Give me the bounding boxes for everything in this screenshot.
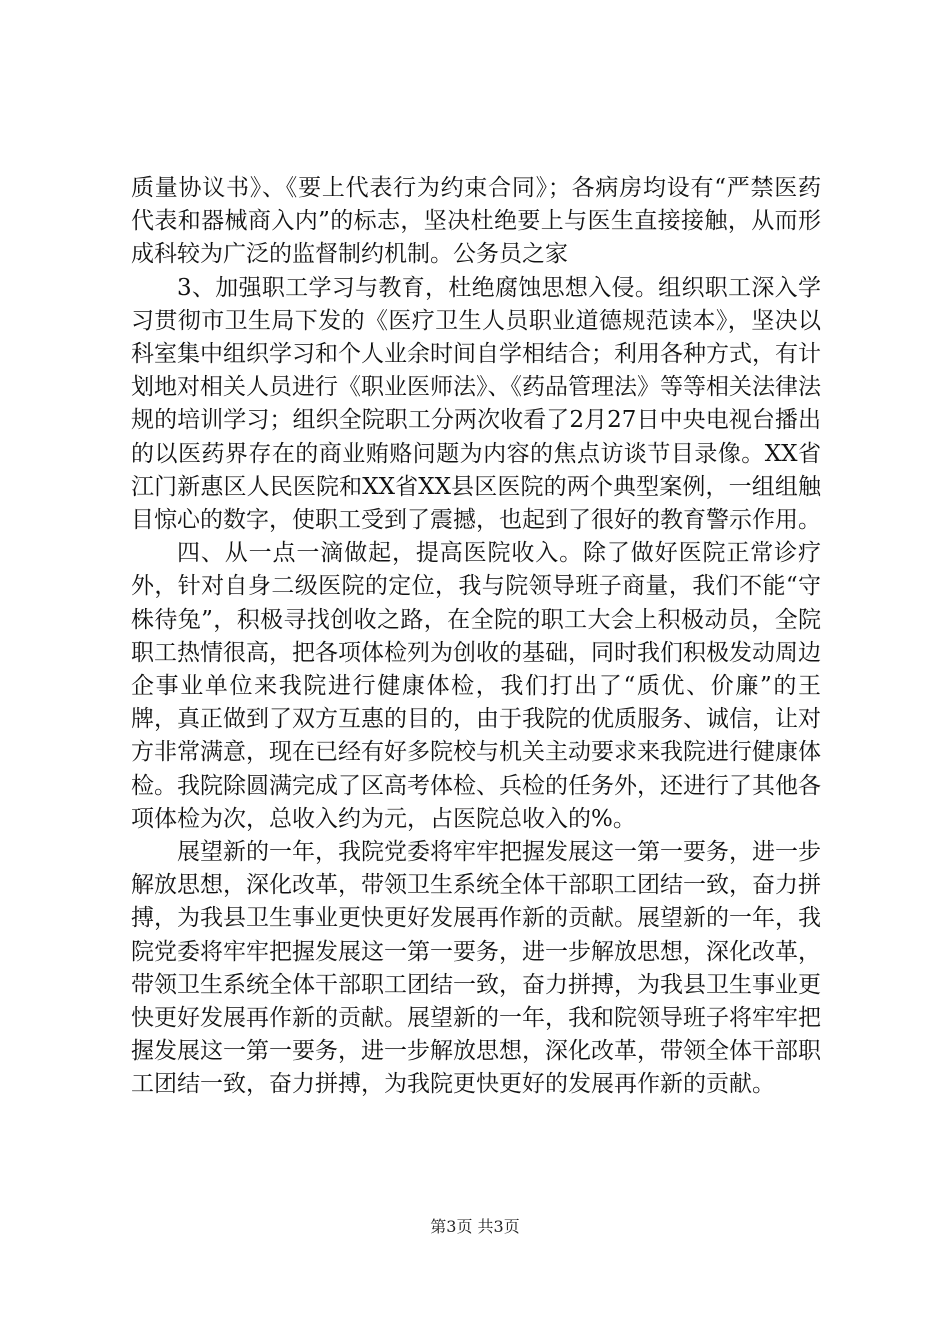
page-footer: 第3页 共3页 — [430, 1217, 520, 1236]
paragraph-hospital-income: 四、从一点一滴做起，提高医院收入。除了做好医院正常诊疗外，针对自身二级医院的定位，我与院领导班子商量，我们不能“守株待兔”，积极寻找创收之路，在全院的职工大会上积极动员，全院职工热情很高，把各项体检列为创收的基础，同时我们积极发动周边企事业单位来我院进行健康体检，我们打出了“质优、价廉”的王牌，真正做到了双方互惠的目的，由于我院的优质服务、诚信，让对方非常满意，现在已经有好多院校与机关主动要求来我院进行健康体检。我院除圆满完成了区高考体检、兵检的任务外，还进行了其他各项体检为次，总收入约为元，占医院总收入的%。 — [131, 540, 821, 832]
paragraph-staff-education: 3、加强职工学习与教育，杜绝腐蚀思想入侵。组织职工深入学习贯彻市卫生局下发的《医疗卫生人员职业道德规范读本》，坚决以科室集中组织学习和个人业余时间自学相结合；利用各种方式，有计划地对相关人员进行《职业医师法》、《药品管理法》等等相关法律法规的培训学习；组织全院职工分两次收看了2月27日中央电视台播出的以医药界存在的商业贿赂问题为内容的焦点访谈节目录像。XX省江门新惠区人民医院和XX省XX县区医院的两个典型案例，一组组触目惊心的数字，使职工受到了震撼，也起到了很好的教育警示作用。 — [131, 274, 821, 534]
paragraph-continuation: 质量协议书》、《要上代表行为约束合同》；各病房均设有“严禁医药代表和器械商入内”的标志，坚决杜绝要上与医生直接接触，从而形成科较为广泛的监督制约机制。公务员之家 — [131, 175, 821, 268]
paragraph-outlook: 展望新的一年，我院党委将牢牢把握发展这一第一要务，进一步解放思想，深化改革，带领卫生系统全体干部职工团结一致，奋力拼搏，为我县卫生事业更快更好发展再作新的贡献。展望新的一年，我院党委将牢牢把握发展这一第一要务，进一步解放思想，深化改革，带领卫生系统全体干部职工团结一致，奋力拼搏，为我县卫生事业更快更好发展再作新的贡献。展望新的一年，我和院领导班子将牢牢把握发展这一第一要务，进一步解放思想，深化改革，带领全体干部职工团结一致，奋力拼搏，为我院更快更好的发展再作新的贡献。 — [131, 839, 821, 1098]
document-body — [131, 172, 821, 1102]
